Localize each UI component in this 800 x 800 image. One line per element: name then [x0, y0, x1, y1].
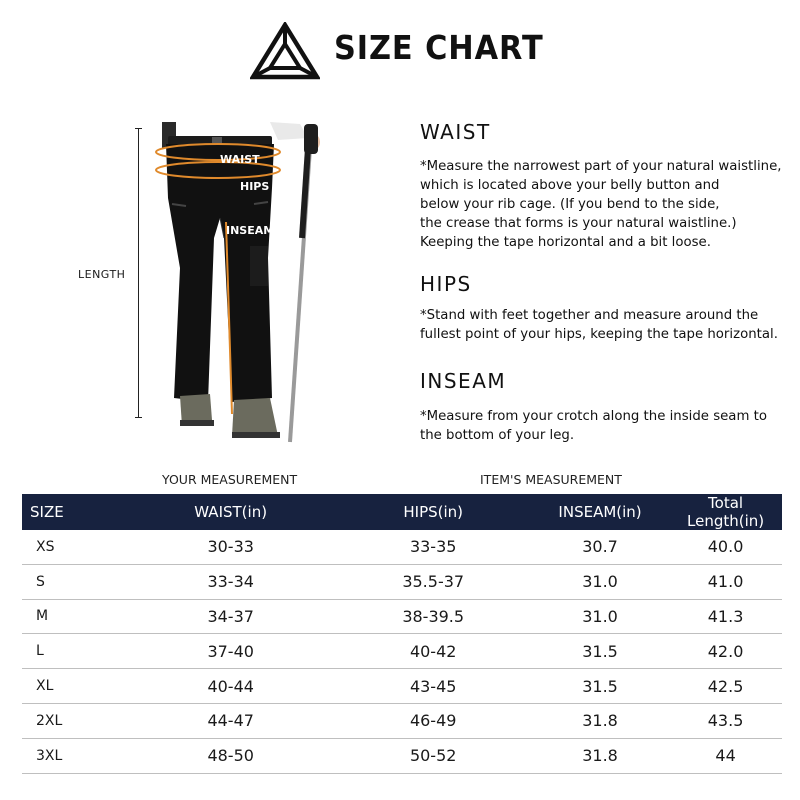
your-measurement-caption: YOUR MEASUREMENT: [162, 472, 298, 487]
hips-cell: 33-35: [335, 530, 531, 564]
table-row: [22, 564, 782, 599]
hips-figure-label: HIPS: [240, 180, 270, 193]
size-table: [22, 494, 782, 774]
column-header-inseam: INSEAM(in): [531, 494, 669, 530]
total-length-cell: 42.0: [669, 634, 782, 669]
page-title: SIZE CHART: [334, 28, 544, 67]
total-length-cell: 43.5: [669, 703, 782, 738]
waist-cell: 44-47: [126, 703, 336, 738]
column-header-total-length: Total Length(in): [669, 494, 782, 530]
table-row: [22, 703, 782, 738]
total-length-cell: 41.3: [669, 599, 782, 634]
total-length-cell: 44: [669, 738, 782, 773]
size-cell: L: [22, 634, 126, 669]
size-cell: XL: [22, 669, 126, 704]
total-length-cell: 40.0: [669, 530, 782, 564]
size-cell: S: [22, 564, 126, 599]
table-row: [22, 634, 782, 669]
waist-cell: 40-44: [126, 669, 336, 704]
table-row: [22, 530, 782, 564]
size-cell: 2XL: [22, 703, 126, 738]
hips-instructions: *Stand with feet together and measure around the fullest point of your hips, keeping the tape horizontal.: [420, 308, 778, 342]
column-header-hips: HIPS(in): [335, 494, 531, 530]
total-length-cell: 41.0: [669, 564, 782, 599]
inseam-cell: 31.8: [531, 738, 669, 773]
waist-cell: 37-40: [126, 634, 336, 669]
size-cell: XS: [22, 530, 126, 564]
waist-figure-label: WAIST: [220, 153, 260, 166]
inseam-instructions: *Measure from your crotch along the inside seam to the bottom of your leg.: [420, 409, 767, 443]
hips-cell: 40-42: [335, 634, 531, 669]
inseam-cell: 31.0: [531, 564, 669, 599]
size-cell: 3XL: [22, 738, 126, 773]
hips-heading: HIPS: [420, 272, 472, 296]
length-measure-line: [138, 128, 139, 418]
waist-cell: 33-34: [126, 564, 336, 599]
inseam-cell: 31.8: [531, 703, 669, 738]
size-cell: M: [22, 599, 126, 634]
hips-cell: 35.5-37: [335, 564, 531, 599]
waist-cell: 48-50: [126, 738, 336, 773]
inseam-cell: 31.5: [531, 634, 669, 669]
inseam-heading: INSEAM: [420, 369, 507, 393]
mountain-triangle-logo: [250, 22, 320, 80]
item-measurement-caption: ITEM'S MEASUREMENT: [480, 472, 622, 487]
waist-heading: WAIST: [420, 120, 491, 144]
length-label: LENGTH: [78, 268, 126, 281]
table-row: [22, 669, 782, 704]
inseam-cell: 31.5: [531, 669, 669, 704]
waist-instructions: *Measure the narrowest part of your natural waistline, which is located above your belly button and below your rib cage. (If you bend to the side, the crease that forms is your natural waistline.) Keeping the tape horizontal and a bit loose.: [420, 159, 782, 250]
table-row: [22, 738, 782, 773]
column-header-size: SIZE: [22, 494, 126, 530]
table-row: [22, 599, 782, 634]
pants-model-illustration: [150, 118, 340, 448]
hips-cell: 46-49: [335, 703, 531, 738]
hips-cell: 50-52: [335, 738, 531, 773]
waist-cell: 34-37: [126, 599, 336, 634]
column-header-waist: WAIST(in): [126, 494, 336, 530]
hips-cell: 38-39.5: [335, 599, 531, 634]
waist-cell: 30-33: [126, 530, 336, 564]
inseam-cell: 30.7: [531, 530, 669, 564]
total-length-cell: 42.5: [669, 669, 782, 704]
hips-cell: 43-45: [335, 669, 531, 704]
table-header-row: [22, 494, 782, 530]
inseam-figure-label: INSEAM: [226, 224, 275, 237]
inseam-cell: 31.0: [531, 599, 669, 634]
